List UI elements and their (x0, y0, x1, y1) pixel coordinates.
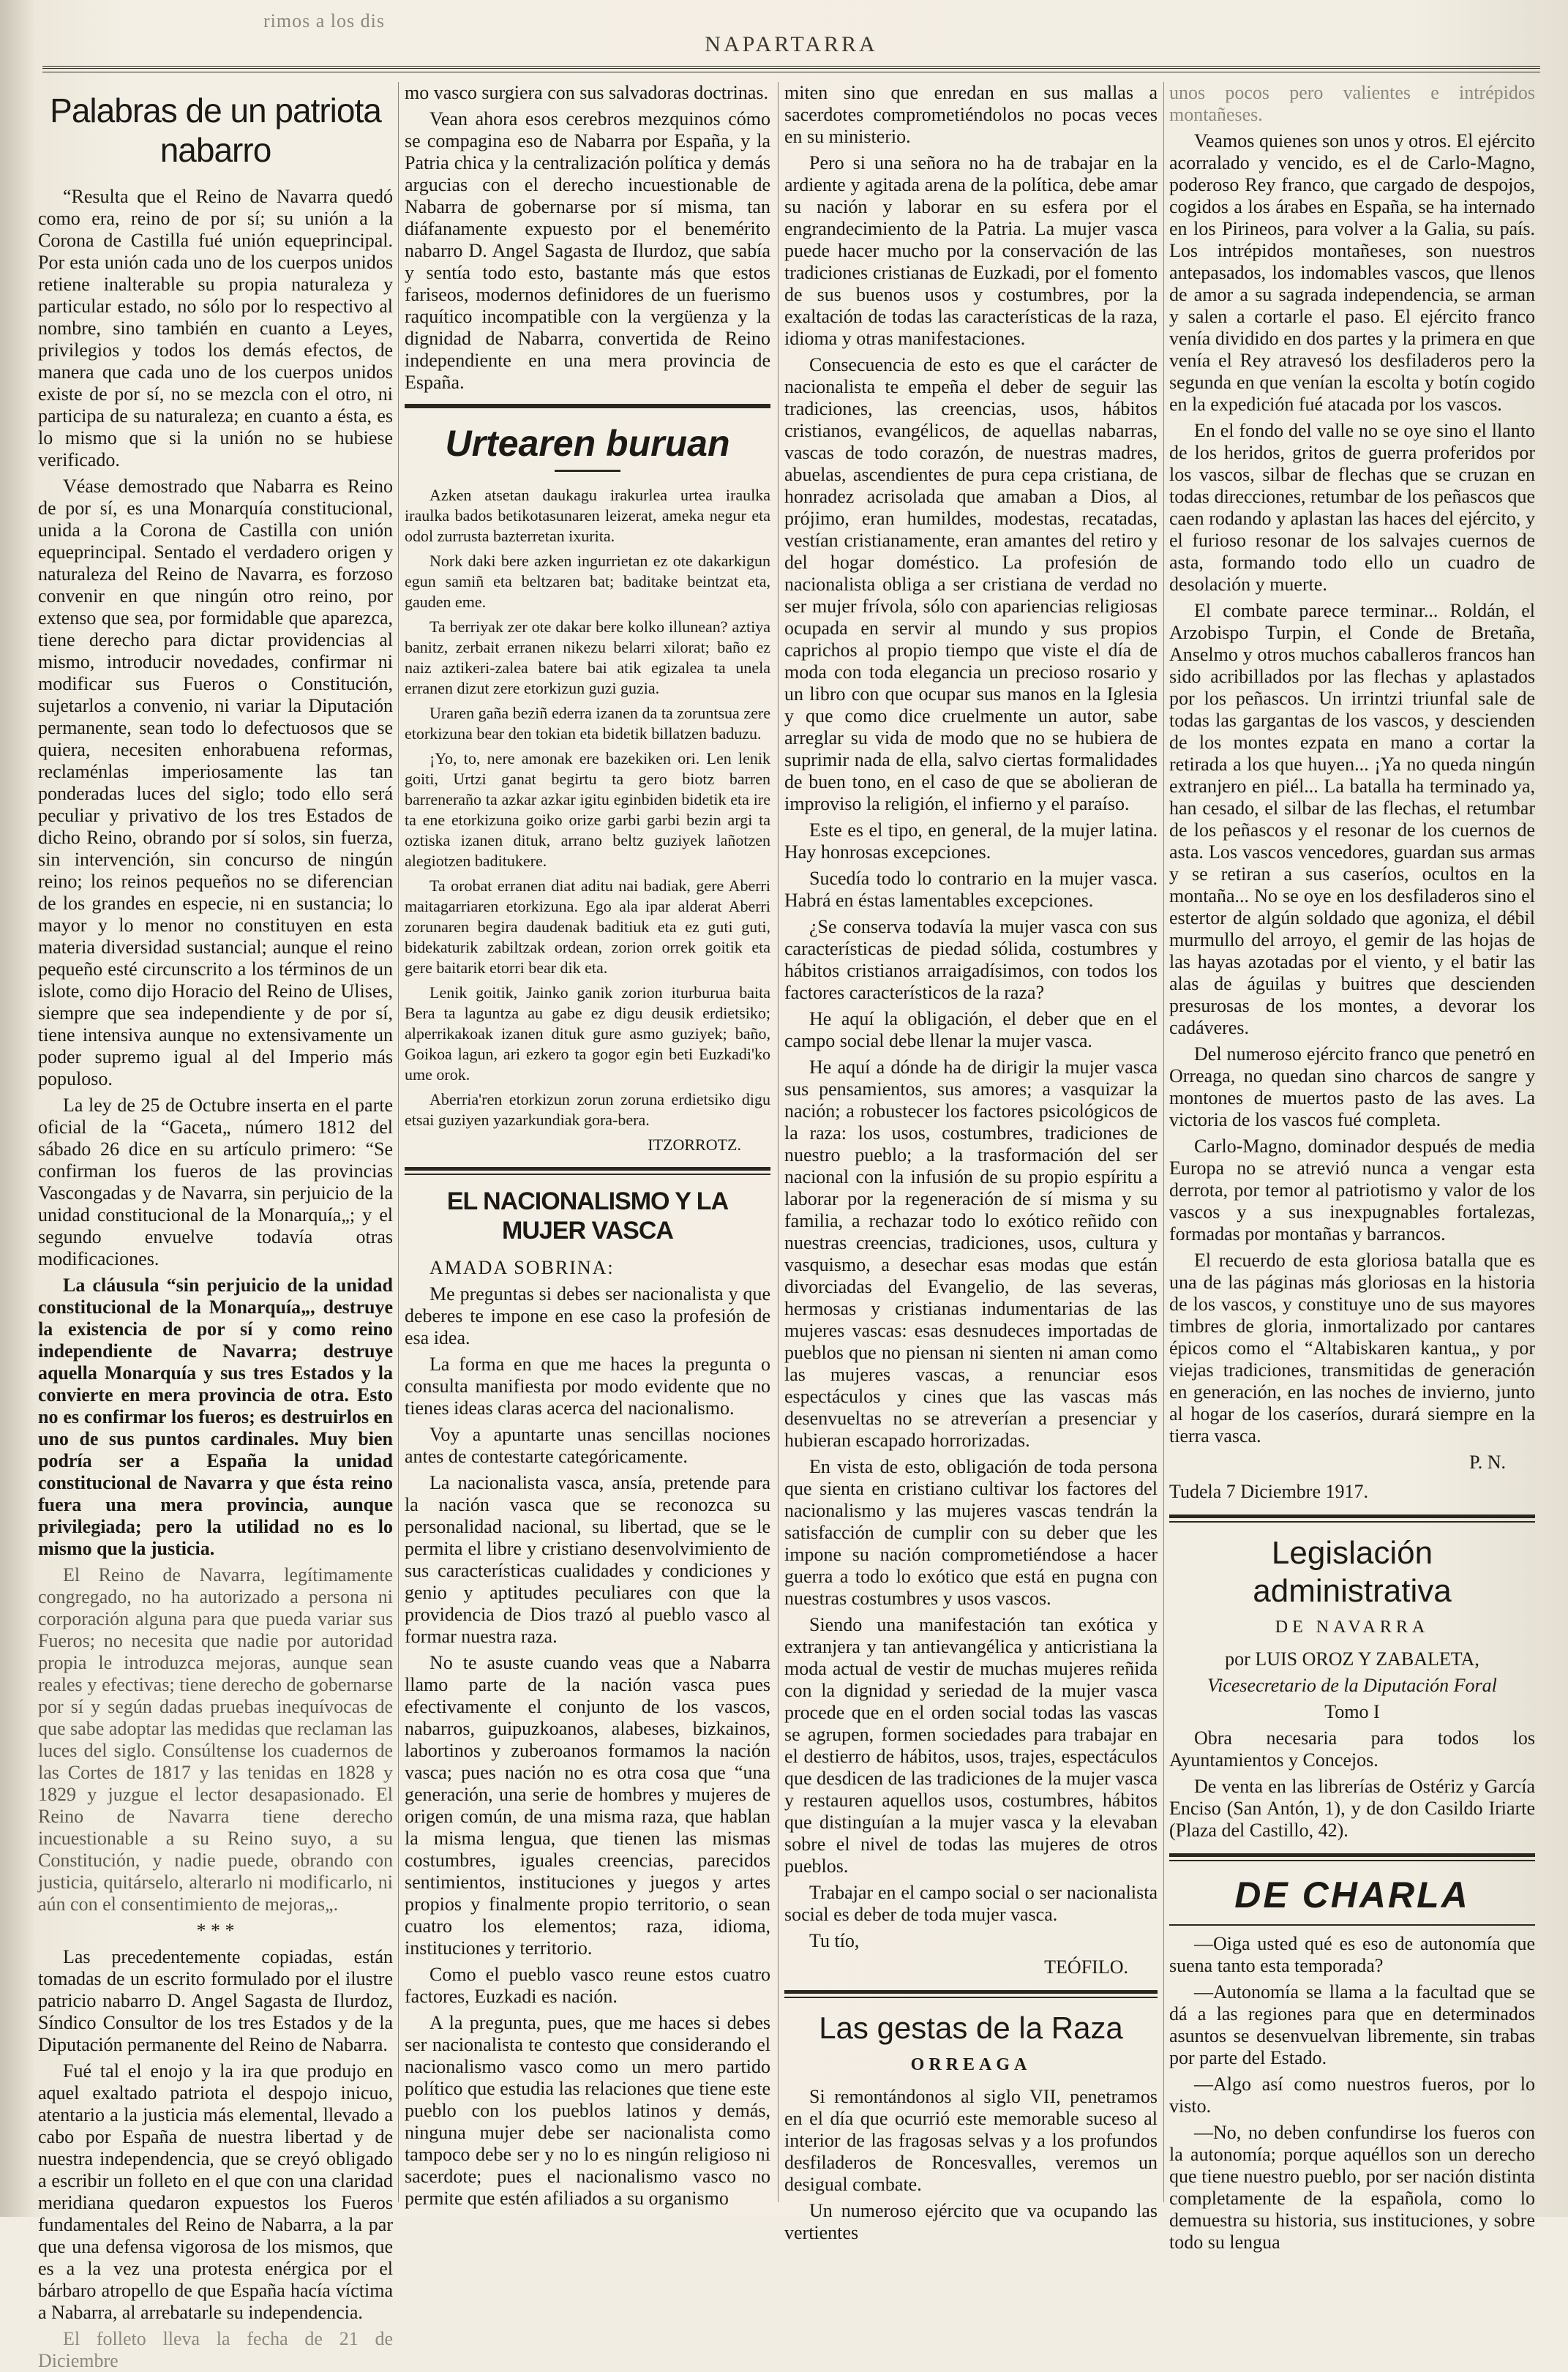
column-divider (1163, 82, 1164, 2202)
paragraph: Del numeroso ejército franco que penetró en Orreaga, no quedan sino charcos de sangre y montones de muertos pasto de las aves. La victoria de los vascos fué completa. (1169, 1043, 1535, 1130)
article-subtitle: ORREAGA (910, 2055, 1032, 2074)
paragraph: Si remontándonos al siglo VII, penetramos en el día que ocurrió este memorable suceso al interior de las fragosas selvas y a los profundos desfiladeros de Roncesvalles, veremos un desigual combate. (784, 2086, 1158, 2195)
paragraph: Tu tío, (809, 1930, 860, 1951)
paragraph: No te asuste cuando veas que a Nabarra llamo parte de la nación vasca pues efectivamente el conjunto de los vascos, nabarros, guipuzkoanos, alabeses, bizkainos, labortinos y zuberoanos formamos la nación vasca; pues nación no es otra cosa que “una generación, una serie de hombres y mujeres de origen común, de una misma raza, que hablan la misma lengua, que tienen las mismas costumbres, iguales creencias, parecidos sentimientos, instituciones y juegos y artes propios y finalmente propio territorio, o sean cuatro los elementos; raza, idioma, instituciones y territorio. (405, 1652, 770, 1959)
salutation: AMADA SOBRINA: (429, 1257, 615, 1278)
binding-shadow (0, 0, 35, 2217)
dialogue-line: —No, no deben confundirse los fueros con la autonomía; porque aquéllos son un derecho que tiene nuestro pueblo, por ser nación distinta completamente de la española, como lo demuestra su historia, sus instituciones, y sobre todo su lengua (1169, 2122, 1535, 2253)
paragraph: El Reino de Navarra, legítimamente congregado, no ha autorizado a persona ni corporación alguna para que pueda variar sus Fueros; no necesita que nadie por autoridad propia le introduzca mejoras, aunque sean reales y efectivas; tiene derecho de gobernarse por sí y según dadas pruebas inequívocas de que sabe adoptar las medidas que reclaman las luces del siglo. Consúltense los cuadernos de las Cortes de 1817 y las tenidas en 1828 y 1829 y juzgue el lector desapasionado. El Reino de Navarra tiene derecho incuestionable a su Reino suyo, a su Constitución, y nadie puede, obrando con justicia, quitárselo, alterarlo ni modificarlo, ni aún con el consentimiento de mejoras„. (38, 1564, 393, 1915)
paragraph: Las precedentemente copiadas, están tomadas de un escrito formulado por el ilustre patricio nabarro D. Angel Sagasta de Ilurdoz, Síndico Consultor de los tres Estados y de la Diputación permanente del Reino de Nabarra. (38, 1946, 393, 2055)
paragraph: A la pregunta, pues, que me haces si debes ser nacionalista te contesto que considerando el nacionalismo vasco como un mero partido político que estudia las relaciones que tiene este pueblo con los pueblos latinos y demás, ninguna mujer debe ser nacionalista como tampoco debe ser y no lo es ningún religioso ni sacerdote; pues el nacionalismo vasco no permite que estén afiliados a su organismo (405, 2012, 770, 2209)
paragraph: Consecuencia de esto es que el carácter de nacionalista te empeña el deber de seguir las tradiciones, las creencias, usos, hábitos cristianos, evangélicos, de aquellas nabarras, vascas de todo corazón, de nuestras madres, abuelas, ascendientes de pura cepa cristiana, de honradez acrisolada que amaban a Dios, al prójimo, eran humildes, modestas, recatadas, vestían cristianamente, eran amantes del retiro y del hogar doméstico. La profesión de nacionalista obliga a ser cristiana de verdad no ser mujer frívola, sólo con apariencias religiosas ocupada en servir al mundo y sus propios caprichos al propio tiempo que viste el día de moda con toda elegancia un precioso rosario y un libro con que ocupar sus manos en la Iglesia y que como dice cruelmente un autor, sabe arreglar su vida de modo que no se hubiera de suprimir nada de ella, salvo ciertas formalidades de buen tono, en el caso de que se abolieran de improviso la religión, el infierno y el paraíso. (784, 354, 1158, 814)
ad-author-role: Vicesecretario de la Diputación Foral (1207, 1675, 1497, 1696)
ad-subtitle: DE NAVARRA (1275, 1618, 1430, 1637)
paragraph: Azken atsetan daukagu irakurlea urtea iraulka iraulka bados betikotasunaren leizerat, ameka negur eta odol zurrusta bazterretan ixurita. (405, 486, 770, 545)
author-signature: ITZORROTZ. (648, 1136, 741, 1154)
masthead-rule (42, 66, 1540, 72)
dialogue-line: —Autonomía se llama a la facultad que se dá a las regiones para que en determinados asuntos se desenvuelvan libremente, sin trabas por parte del Estado. (1169, 1981, 1535, 2068)
column-divider (398, 82, 399, 2202)
column-divider (778, 82, 779, 2202)
ad-line: De venta en las librerías de Ostériz y García Enciso (San Antón, 1), y de don Casildo Iriarte (Plaza del Castillo, 42). (1169, 1776, 1535, 1841)
paragraph: Este es el tipo, en general, de la mujer latina. Hay honrosas excepciones. (784, 819, 1158, 863)
paragraph: Como el pueblo vasco reune estos cuatro factores, Euzkadi es nación. (405, 1964, 770, 2007)
title-underline (555, 470, 620, 472)
article-title-charla: DE CHARLA (1234, 1874, 1470, 1915)
paragraph: mo vasco surgiera con sus salvadoras doctrinas. (405, 82, 769, 103)
section-rule (1169, 1853, 1535, 1861)
paragraph: Trabajar en el campo social o ser nacionalista social es deber de toda mujer vasca. (784, 1882, 1158, 1925)
dialogue-line: —Oiga usted qué es eso de autonomía que suena tanto esta temporada? (1169, 1933, 1535, 1976)
article-title-palabras: Palabras de un patriota nabarro (50, 91, 381, 169)
dateline (1169, 1481, 1535, 1503)
paragraph: “Resulta que el Reino de Navarra quedó como era, reino de por sí; su unión a la Corona de Castilla fué unión equeprincipal. Por esta unión cada uno de los cuerpos unidos retiene inalterable su propia naturaleza y particular estado, no sólo por lo respectivo al nombre, sino también en cuanto a Leyes, privilegios y todos los demás efectos, de manera que cada uno de los cuerpos unidos existe de por sí, no se mezcla con el otro, ni participa de su naturaleza; en cuanto a ésta, es lo mismo que si la unión no se hubiese verificado. (38, 186, 393, 470)
paragraph: Veamos quienes son unos y otros. El ejército acorralado y vencido, es el de Carlo-Magno, poderoso Rey franco, que cargado de despojos, cogidos a los árabes en España, se ha internado en los Pirineos, para volver a la Galia, su país. Los intrépidos montañeses, son nuestros antepasados, los indomables vascos, que llenos de amor a su sagrada independencia, se arman y salen a cortarle el paso. El ejército franco venía dividido en dos partes y la primera en que venía el Rey atravesó los desfiladeros pero la segunda en que venían la escolta y botín cogido en la expedición fué atacada por los vascos. (1169, 130, 1535, 415)
paragraph: miten sino que enredan en sus mallas a sacerdotes comprometiéndolos no pocas veces en su ministerio. (784, 82, 1158, 147)
column-3 (784, 82, 1158, 2243)
column-1 (38, 82, 393, 2371)
paragraph: El folleto lleva la fecha de 21 de Diciembre (38, 2328, 393, 2371)
paragraph: En vista de esto, obligación de toda persona que sienta en cristiano cultivar los factores del nacionalismo y las mujeres vascas tendrán la satisfacción de cumplir con su deber que les impone su nación comprometiéndose a hacer guerra a todo lo exótico que está en pugna con nuestras costumbres y usos vascos. (784, 1456, 1158, 1609)
paragraph: unos pocos pero valientes e intrépidos montañeses. (1169, 82, 1535, 125)
paragraph: En el fondo del valle no se oye sino el llanto de los heridos, gritos de guerra proferidos por los vascos, silbar de flechas que se cruzan en todas direcciones, retumbar de los peñascos que caen rodando y aplastan las haces del ejército, y el furioso resonar de los salvajes cuernos de asta, formando todo ello un cuadro de desolación y muerte. (1169, 420, 1535, 595)
paragraph: Aberria'ren etorkizun zorun zoruna erdietsiko digu etsai guziyen yazarkundiak gora-bera. (405, 1090, 770, 1129)
paragraph: La ley de 25 de Octubre inserta en el parte oficial de la “Gaceta„ número 1812 del sábado 26 dice en su artículo primero: “Se confirman los fueros de las provincias Vascongadas y de Navarra, sin perjuicio de la unidad constitucional de la Monarquía„; y el segundo envuelve todavía otras modificaciones. (38, 1095, 393, 1269)
ad-line: Obra necesaria para todos los Ayuntamientos y Concejos. (1169, 1727, 1535, 1771)
paragraph: Voy a apuntarte unas sencillas nociones antes de contestarte categóricamente. (405, 1424, 770, 1467)
article-title-urtearen: Urtearen buruan (445, 423, 730, 464)
paragraph: He aquí a dónde ha de dirigir la mujer vasca sus pensamientos, sus amores; a vasquizar la nación; a robustecer los factores psicológicos de la raza: los usos, costumbres, tradiciones de nuestro pueblo; a la trasformación del ser nacional con la infusión de su propio espíritu a laborar por la regeneración de sí misma y su familia, a rechazar todo lo exótico reñido con nuestras creencias, tradiciones, usos, cultura y vasquismo, a desechar esas modas que están divorciadas del Evangelio, de las severas, hermosas y cristianas indumentarias de las mujeres vascas: esas desnudeces importadas de pueblos que no piensan ni sienten ni aman como las mujeres vascas, a renunciar esos espectáculos y cines que las vascas más desenvueltas no se atreverían a presenciar y hubieran escapado horrorizadas. (784, 1056, 1158, 1451)
section-rule (405, 1167, 770, 1175)
paragraph: ¡Yo, to, nere amonak ere bazekiken ori. Len lenik goiti, Urtzi ganat begirtu ta gero biotz barren barreneraño ta azkar azkar igitu eginbiden bidetik eta ire ta ene etorkizuna goiko orize garbi garbi bezin argi ta oztiska izanen dituk, arrano beltz guziyek lañotzen alegiotzen baditukere. (405, 749, 770, 870)
paragraph: Fué tal el enojo y la ira que produjo en aquel exaltado patriota el despojo inicuo, atentario a la justicia más elemental, llevado a cabo por España de nuestra libertad y de nuestra independencia, que se creyó obligado a escribir un folleto en el que con una claridad meridiana quedaron expuestos los Fueros fundamentales del Reino de Nabarra, a la par que una defensa vigorosa de los mismos, que es a la vez una protesta enérgica por el bárbaro atropello de que España hacía víctima a Nabarra, al arrebatarle su independencia. (38, 2060, 393, 2323)
ad-title-legislacion: Legislación administrativa (1253, 1535, 1452, 1609)
article-title-nacionalismo: EL NACIONALISMO Y LA MUJER VASCA (446, 1187, 729, 1245)
paragraph: Véase demostrado que Nabarra es Reino de por sí, es una Monarquía constitucional, unida a la Corona de Castilla con unión equeprincipal. Sentado el verdadero origen y naturaleza del Reino de Navarra, es forzoso convenir en que ningún otro reino, por extenso que sea, por formidable que aparezca, tiene derecho para dictar providencias al mismo, introducir novedades, confirmar ni modificar sus Fueros o Constitución, sujetarlos a convenio, ni variar la Diputación permanente, sean todo lo defectuosos que se quiera, necesiten enhorabuena reformas, reclaménlas imperiosamente las tan ponderadas luces del siglo; todo ello será peculiar y privativo de los tres Estados de dicho Reino, obrando por sí solos, sin fuerza, sin intervención, sin concurso de ningún reino; los reinos pequeños no se diferencian de los grandes en especie, ni en sustancia; lo mayor y lo menor no constituyen en esta materia diversidad sustancial; aunque el reino pequeño esté circunscrito a los términos de un islote, como dijo Horacio del Reino de Ulises, siempre que sea independiente y de por sí, tiene intensiva aunque no extensivamente un poder supremo igual al del Imperio más populoso. (38, 476, 393, 1089)
section-rule (1169, 1515, 1535, 1523)
paragraph: Un numeroso ejército que va ocupando las vertientes (784, 2200, 1158, 2243)
paragraph: Me preguntas si debes ser nacionalista y que deberes te impone en ese caso la profesión de esa idea. (405, 1283, 770, 1348)
paragraph: El combate parece terminar... Roldán, el Arzobispo Turpin, el Conde de Bretaña, Anselmo y otros muchos caballeros francos han sido acribillados por las flechas y aplastados por los peñascos. Un irrintzi triunfal sale de todas las gargantas de los vascos, y descienden de los montes ezpata en mano a cortar la retirada a los que huyen... ¡Ya no queda ningún extranjero en piél... La batalla ha terminado ya, han cesado, el silbar de las flechas, el retumbar de los peñascos y el resonar de los cuernos de asta. Los vascos vencedores, guardan sus armas y se retiran a sus caseríos, ocultos en la montaña... No se oye en los desfiladeros sino el estertor de algún soldado que agoniza, el débil murmullo del arroyo, el gemir de las hojas de las hayas azotadas por el viento, y el batir las alas de águilas y buitres que descienden presurosas de los montes, a devorar los cadáveres. (1169, 600, 1535, 1038)
column-2 (405, 82, 770, 2209)
paragraph: Siendo una manifestación tan exótica y extranjera y tan antievangélica y anticristiana la moda actual de vestir de muchas mujeres reñida con la dignidad y seriedad de la mujer vasca procede que en el orden social todas las vascas se agrupen, formen sociedades para trabajar en el destierro de hábitos, usos, trajes, espectáculos que desdicen de las tradiciones de la mujer vasca y restauren aquellos usos, costumbres, hábitos que distinguían a la mujer vasca y la elevaban sobre el nivel de todas las mujeres de otros pueblos. (784, 1614, 1158, 1877)
paragraph: Ta orobat erranen diat aditu nai badiak, gere Aberri maitagarriaren etorkizuna. Ego ala ipar alderat Aberri zorunaren begira daudenak baditiuk eta ez guti guti, bidekaturik zabiltzak ordean, zorion orrek goitik eta gere baitarik etorri bear dik eta. (405, 877, 770, 977)
paragraph: La cláusula “sin perjuicio de la unidad constitucional de la Monarquía„, destruye la existencia de por sí y como reino independiente de Navarra; destruye aquella Monarquía y sus tres Estados y la convierte en mera provincia de otra. Esto no es confirmar los fueros; es destruirlos en uno de sus puntos cardinales. Muy bien podría ser a España la unidad constitucional de Navarra y que ésta reino fuera una mera provincia, aunque privilegiada; pero la utilidad no es lo mismo que la justicia. (38, 1275, 393, 1559)
author-signature: TEÓFILO. (1044, 1956, 1128, 1978)
previous-page-fragment: rimos a los dis (263, 10, 385, 31)
paragraph: Nork daki bere azken ingurrietan ez ote dakarkigun egun samiñ eta beltzaren bat; baditake beintzat eta, gauden eme. (405, 552, 770, 611)
section-separator: * * * (196, 1920, 235, 1941)
section-rule (784, 1990, 1158, 1998)
paragraph: ¿Se conserva todavía la mujer vasca con sus características de piedad sólida, costumbres y hábitos cristianos arraigadísimos, con todos los factores característicos de la raza? (784, 916, 1158, 1003)
masthead: NAPARTARRA (705, 32, 878, 56)
paragraph: He aquí la obligación, el deber que en el campo social debe llenar la mujer vasca. (784, 1008, 1158, 1051)
paragraph: El recuerdo de esta gloriosa batalla que es una de las páginas más gloriosas en la historia de los vascos, y constituye uno de sus mayores timbres de gloria, inmortalizado por cantares épicos como el “Altabiskaren kantua„ y por viejas tradiciones, transmitidas de generación en generación, en las noches de invierno, junto al hogar de los caseríos, durará siempre en la tierra vasca. (1169, 1250, 1535, 1446)
article-title-gestas: Las gestas de la Raza (819, 2011, 1123, 2045)
paragraph: Pero si una señora no ha de trabajar en la ardiente y agitada arena de la política, debe amar su nación y laborar en su esfera por el engrandecimiento de la Patria. La mujer vasca puede hacer mucho por la conservación de las tradiciones cristianas de Euzkadi, por el fomento de sus buenos usos y costumbres, por la exaltación de todas las características de la raza, idioma y otras manifestaciones. (784, 152, 1158, 349)
paragraph: La forma en que me haces la pregunta o consulta manifiesta por modo evidente que no tienes ideas claras acerca del nacionalismo. (405, 1354, 770, 1419)
paragraph: Uraren gaña beziñ ederra izanen da ta zoruntsua zere etorkizuna bear den tokian eta bidetik billatzen baduzu. (405, 704, 770, 743)
section-rule (405, 404, 770, 408)
paragraph: Carlo-Magno, dominador después de media Europa no se atrevió nunca a vengar esta derrota, por temor al patriotismo y valor de los vascos y a sus inexpugnables fortalezas, formadas por montañas y barrancos. (1169, 1136, 1535, 1245)
paragraph: Sucedía todo lo contrario en la mujer vasca. Habrá en éstas lamentables excepciones. (784, 868, 1158, 911)
paragraph: Lenik goitik, Jainko ganik zorion iturburua baita Bera ta laguntza au gabe ez digu deusik erdietsiko; alperrikakoak izanen dituk gure asmo guziyek; baño, Goikoa lagun, ari ezkero ta gogor egin beti Euzkadi'ko ume orok. (405, 983, 770, 1084)
ad-author: por LUIS OROZ Y ZABALETA, (1225, 1648, 1479, 1670)
dialogue-line: —Algo así como nuestros fueros, por lo visto. (1169, 2073, 1535, 2117)
column-4 (1169, 82, 1535, 2253)
dateline-text: Tudela 7 Diciembre 1917. (1169, 1481, 1368, 1502)
author-signature: P. N. (1469, 1452, 1506, 1473)
title-underline (1169, 1924, 1535, 1926)
ad-volume: Tomo I (1324, 1701, 1380, 1722)
paragraph: Ta berriyak zer ote dakar bere kolko illunean? aztiya banitz, zerbait erranen nikezu belarri xilorat; baño ez naiz aztikeri-zalea batere bai atik egizalea ta unela erranen dizut zere etorkizun guzi guzia. (405, 618, 770, 697)
paragraph: Vean ahora esos cerebros mezquinos cómo se compagina eso de Nabarra por España, y la Patria chica y la centralización política y demás argucias con el derecho incuestionable de Nabarra de gobernarse por sí misma, tan diáfanamente expuesto por el benemérito nabarro D. Angel Sagasta de Ilurdoz, que sabía y sentía todo esto, bastante más que estos fariseos, modernos definidores de un fuerismo raquítico incompatible con la vergüenza y la dignidad de Nabarra, convertida de Reino independiente en una mera provincia de España. (405, 108, 770, 393)
paragraph: La nacionalista vasca, ansía, pretende para la nación vasca que se reconozca su personalidad nacional, su libertad, que se le permita el libre y cristiano desenvolvimiento de sus características cualidades y condiciones y genio y aptitudes peculiares con que la providencia de Dios trazó al pueblo vasco al formar nuestra raza. (405, 1472, 770, 1647)
